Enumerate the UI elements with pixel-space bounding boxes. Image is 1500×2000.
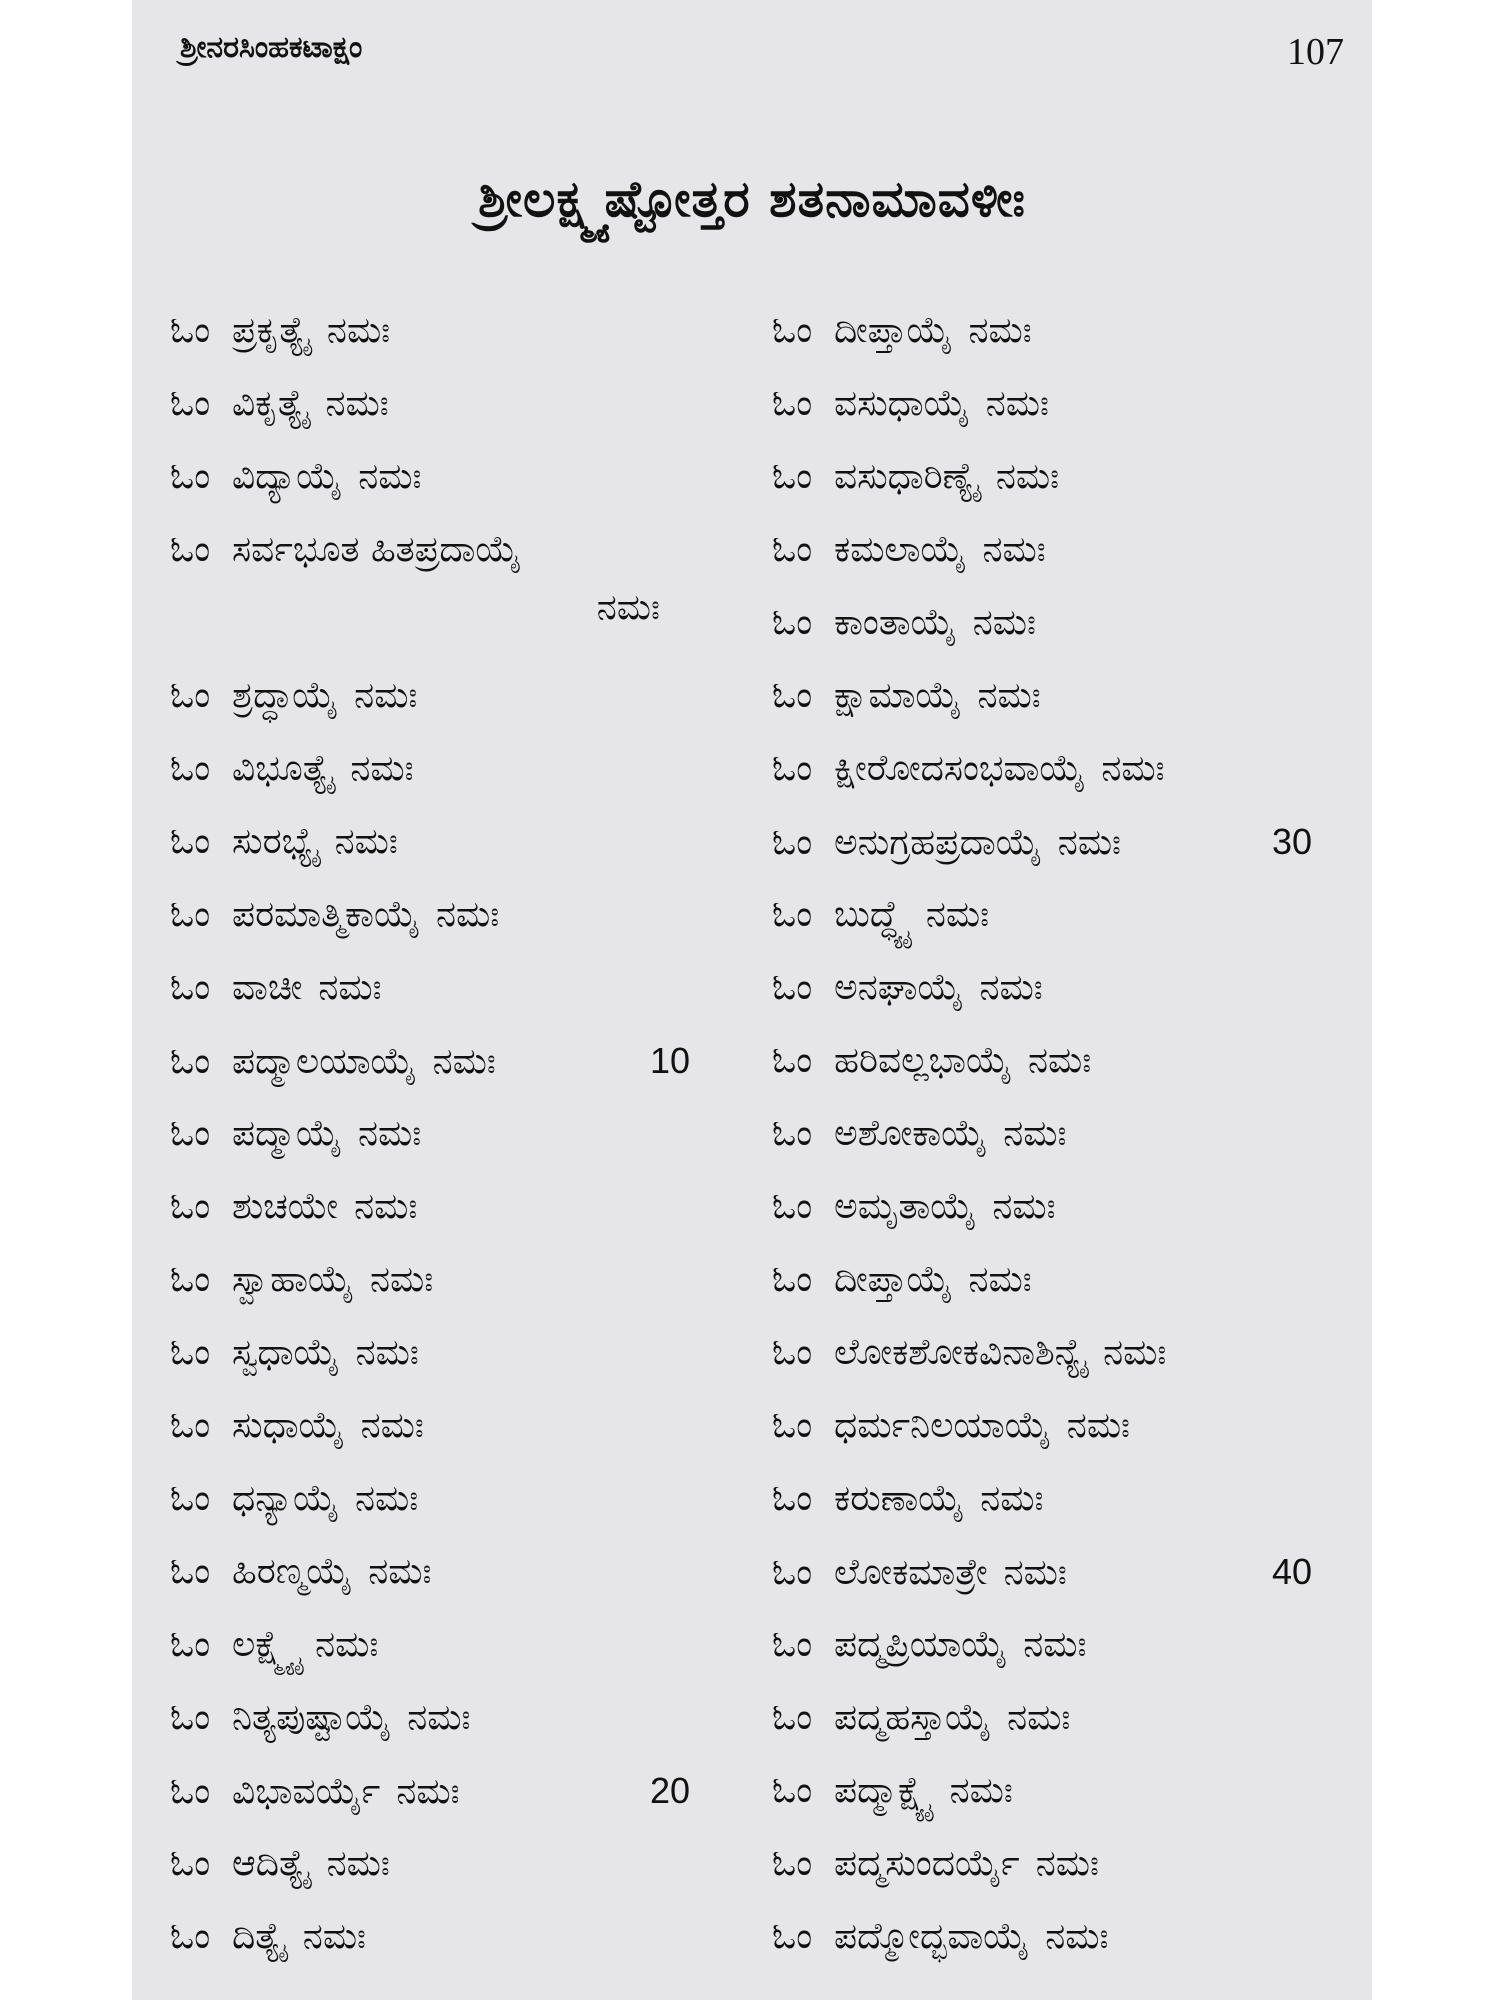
om-prefix: ಓಂ [170,894,211,935]
om-prefix: ಓಂ [170,1843,211,1884]
om-prefix: ಓಂ [772,1843,813,1884]
list-item [772,1478,1352,1551]
item-name: ಅಮೃತಾಯೈ [834,1186,977,1227]
namah-suffix: ನಮಃ [396,1771,460,1812]
namah-suffix: ನಮಃ [980,1478,1044,1519]
list-item [170,1478,730,1551]
om-prefix: ಓಂ [772,1697,813,1738]
list-item [772,1040,1352,1113]
namah-suffix: ನಮಃ [1057,822,1122,863]
item-number: 10 [649,1040,690,1081]
list-item [772,675,1352,748]
list-item [170,1551,730,1624]
namah-suffix: ನಮಃ [1103,1332,1167,1373]
item-name: ಪದ್ಮಾಕ್ಷ್ಯೈ [834,1770,934,1811]
list-item [772,894,1352,967]
item-name: ಪರಮಾತ್ಮಿಕಾಯೈ [232,894,420,935]
item-name: ಶ್ರದ್ಧಾಯೈ [232,675,339,716]
list-item [772,529,1352,602]
om-prefix: ಓಂ [772,529,813,570]
namah-suffix: ನಮಃ [1101,748,1165,789]
om-prefix: ಓಂ [170,675,211,716]
page-title: ಶ್ರೀಲಕ್ಷ್ಮ್ಯಷ್ಟೋತ್ತರ ಶತನಾಮಾವಳೀಃ [478,170,1026,228]
namah-suffix: ನಮಃ [360,1405,424,1446]
om-prefix: ಓಂ [772,675,813,716]
item-name: ವಾಚೀ [232,967,303,1008]
list-item [170,821,730,894]
list-item [772,1259,1352,1332]
om-prefix: ಓಂ [170,1041,211,1082]
list-item [170,1916,730,1989]
item-name: ವಸುಧಾಯೈ [834,383,970,424]
item-number: 20 [649,1770,690,1811]
list-item [772,1405,1352,1478]
item-name: ವಿಭೂತ್ಯೈ [232,748,335,789]
item-name: ಕ್ಷೀರೋದಸಂಭವಾಯೈ [834,748,1086,789]
om-prefix: ಓಂ [772,1405,813,1446]
namah-suffix: ನಮಃ [326,310,391,351]
namah-suffix: ನಮಃ [1003,1552,1067,1593]
item-name: ಅನಘಾಯೈ [834,967,964,1008]
namah-suffix: ನಮಃ [995,456,1060,497]
list-item [772,821,1352,894]
om-prefix: ಓಂ [170,1113,211,1154]
namah-suffix: ನಮಃ [968,1259,1032,1300]
om-prefix: ಓಂ [170,748,211,789]
namah-suffix: ನಮಃ [354,1186,418,1227]
namah-suffix: ನಮಃ [979,967,1043,1008]
namah-suffix: ನಮಃ [355,1332,419,1373]
om-prefix: ಓಂ [772,310,813,351]
namah-suffix: ನಮಃ [1023,1624,1087,1665]
item-name: ಅಶೋಕಾಯೈ [834,1113,988,1154]
namah-suffix: ನಮಃ [992,1186,1056,1227]
namah-suffix: ನಮಃ [949,1770,1013,1811]
list-item [170,529,730,675]
item-name: ವಸುಧಾರಿಣ್ಯೈ [834,456,980,497]
om-prefix: ಓಂ [170,1624,211,1665]
namah-suffix: ನಮಃ [432,1041,496,1082]
om-prefix: ಓಂ [772,1916,813,1957]
list-item [170,1113,730,1186]
item-name: ಕರುಣಾಯೈ [834,1478,965,1519]
namah-suffix: ನಮಃ [315,1624,379,1665]
om-prefix: ಓಂ [170,310,211,351]
item-name: ಪದ್ಮೋದ್ಭವಾಯೈ [834,1916,1030,1957]
namah-suffix: ನಮಃ [968,310,1032,351]
item-name: ವಿದ್ಯಾಯೈ [232,456,343,497]
namah-suffix: ನಮಃ [368,1551,432,1592]
right-column [772,310,1352,1989]
item-name: ದಿತ್ಯೈ [232,1916,287,1957]
om-prefix: ಓಂ [772,1478,813,1519]
namah-suffix: ನಮಃ [985,383,1049,424]
list-item [170,1405,730,1478]
list-item [772,1770,1352,1843]
list-item [772,967,1352,1040]
item-name: ನಿತ್ಯಪುಷ್ಟಾಯೈ [232,1697,392,1738]
list-item [170,1624,730,1697]
list-item [170,1843,730,1916]
namah-suffix: ನಮಃ [1045,1916,1109,1957]
list-item [170,1259,730,1332]
item-name: ಪದ್ಮಾಯೈ [232,1113,342,1154]
item-name: ಪದ್ಮಹಸ್ತಾಯೈ [834,1697,992,1738]
item-name: ಹರಿವಲ್ಲಭಾಯೈ [834,1040,1013,1081]
list-item [170,1186,730,1259]
namah-suffix: ನಮಃ [1066,1405,1131,1446]
namah-suffix: ನಮಃ [596,587,660,628]
list-item [772,602,1352,675]
item-name: ಬುದ್ಧ್ಯೈ [834,894,910,935]
list-item [772,1332,1352,1405]
item-name: ಧನ್ಯಾಯೈ [232,1478,339,1519]
namah-suffix: ನಮಃ [355,1478,419,1519]
namah-suffix: ನಮಃ [925,894,990,935]
item-name: ಲಕ್ಷ್ಮ್ಯೈ [232,1624,300,1665]
namah-suffix: ನಮಃ [357,1113,422,1154]
list-item [170,1770,730,1843]
page-number: 107 [1287,31,1344,73]
item-number: 40 [1271,1551,1312,1592]
om-prefix: ಓಂ [170,1697,211,1738]
list-item [772,1916,1352,1989]
namah-suffix: ನಮಃ [436,894,500,935]
item-name: ಆದಿತ್ಯೈ [232,1843,311,1884]
namah-suffix: ನಮಃ [1007,1697,1071,1738]
item-name: ಪದ್ಮಸುಂದರ್ಯೈ [834,1843,1020,1884]
namah-suffix: ನಮಃ [1035,1843,1099,1884]
om-prefix: ಓಂ [170,383,211,424]
om-prefix: ಓಂ [772,822,813,863]
list-item [170,1697,730,1770]
item-name: ಪದ್ಮಪ್ರಿಯಾಯೈ [834,1624,1008,1665]
list-item [772,748,1352,821]
namah-suffix: ನಮಃ [318,967,382,1008]
list-item [170,1040,730,1113]
item-name: ಧರ್ಮನಿಲಯಾಯೈ [834,1405,1051,1446]
om-prefix: ಓಂ [772,383,813,424]
namah-suffix: ನಮಃ [350,748,414,789]
list-item [170,456,730,529]
item-name: ಸುಧಾಯೈ [232,1405,345,1446]
om-prefix: ಓಂ [772,456,813,497]
om-prefix: ಓಂ [170,1478,211,1519]
list-item [772,383,1352,456]
left-column [170,310,730,1989]
list-item [170,310,730,383]
item-name: ಸುರಭ್ಯೈ [232,821,319,862]
namah-suffix: ನಮಃ [972,602,1036,643]
om-prefix: ಓಂ [772,1186,813,1227]
list-item [772,1113,1352,1186]
om-prefix: ಓಂ [170,1259,211,1300]
om-prefix: ಓಂ [772,1332,813,1373]
om-prefix: ಓಂ [772,894,813,935]
namah-suffix: ನಮಃ [407,1697,471,1738]
namah-suffix: ನಮಃ [334,821,398,862]
om-prefix: ಓಂ [772,1113,813,1154]
running-title: ಶ್ರೀನರಸಿಂಹಕಟಾಕ್ಷಂ [180,30,363,65]
item-name: ಕಮಲಾಯೈ [834,529,967,570]
om-prefix: ಓಂ [772,602,813,643]
om-prefix: ಓಂ [772,748,813,789]
om-prefix: ಓಂ [772,1770,813,1811]
item-name: ಅನುಗ್ರಹಪ್ರದಾಯೈ [834,822,1042,863]
om-prefix: ಓಂ [170,1332,211,1373]
item-name: ಸ್ವಾಹಾಯೈ [232,1259,354,1300]
list-item [170,383,730,456]
namah-suffix: ನಮಃ [325,383,389,424]
list-item [772,456,1352,529]
list-item [772,1697,1352,1770]
namah-suffix: ನಮಃ [302,1916,367,1957]
list-item [772,310,1352,383]
om-prefix: ಓಂ [772,1259,813,1300]
item-name: ದೀಪ್ತಾಯೈ [834,1259,953,1300]
item-name: ಶುಚಯೇ [232,1186,339,1227]
list-item [170,748,730,821]
item-number: 30 [1271,821,1312,862]
namah-suffix: ನಮಃ [369,1259,434,1300]
om-prefix: ಓಂ [772,1552,813,1593]
om-prefix: ಓಂ [170,456,211,497]
om-prefix: ಓಂ [772,1040,813,1081]
om-prefix: ಓಂ [170,1916,211,1957]
namah-suffix: ನಮಃ [977,675,1041,716]
namah-suffix: ನಮಃ [354,675,418,716]
list-item [170,894,730,967]
item-name: ಪ್ರಕೃತ್ಯೈ [232,310,311,351]
namah-suffix: ನಮಃ [1003,1113,1067,1154]
item-name: ಲೋಕಶೋಕವಿನಾಶಿನ್ಯೈ [834,1332,1088,1373]
om-prefix: ಓಂ [170,967,211,1008]
list-item [170,675,730,748]
item-name: ದೀಪ್ತಾಯೈ [834,310,953,351]
item-name: ಸರ್ವಭೂತ ಹಿತಪ್ರದಾಯೈ [232,529,522,570]
om-prefix: ಓಂ [170,1186,211,1227]
om-prefix: ಓಂ [772,967,813,1008]
item-name: ಲೋಕಮಾತ್ರೇ [834,1552,988,1593]
item-name: ಪದ್ಮಾಲಯಾಯೈ [232,1041,417,1082]
list-item [772,1551,1352,1624]
item-name: ವಿಭಾವರ್ಯೈ [232,1771,381,1812]
list-item [772,1624,1352,1697]
item-name: ಕ್ಷಾಮಾಯೈ [834,675,962,716]
om-prefix: ಓಂ [170,1771,211,1812]
item-name: ಸ್ವಧಾಯೈ [232,1332,340,1373]
namah-suffix: ನಮಃ [1028,1040,1092,1081]
item-name: ವಿಕೃತ್ಯೈ [232,383,310,424]
list-item [170,967,730,1040]
namah-suffix: ನಮಃ [358,456,422,497]
book-page [132,0,1372,2000]
om-prefix: ಓಂ [170,1405,211,1446]
item-name: ಹಿರಣ್ಮಯೈ [232,1551,353,1592]
namah-suffix: ನಮಃ [982,529,1046,570]
list-item [772,1186,1352,1259]
item-name: ಕಾಂತಾಯೈ [834,602,957,643]
list-item [772,1843,1352,1916]
om-prefix: ಓಂ [772,1624,813,1665]
namah-suffix: ನಮಃ [326,1843,390,1884]
list-item [170,1332,730,1405]
om-prefix: ಓಂ [170,1551,211,1592]
om-prefix: ಓಂ [170,821,211,862]
om-prefix: ಓಂ [170,529,211,570]
